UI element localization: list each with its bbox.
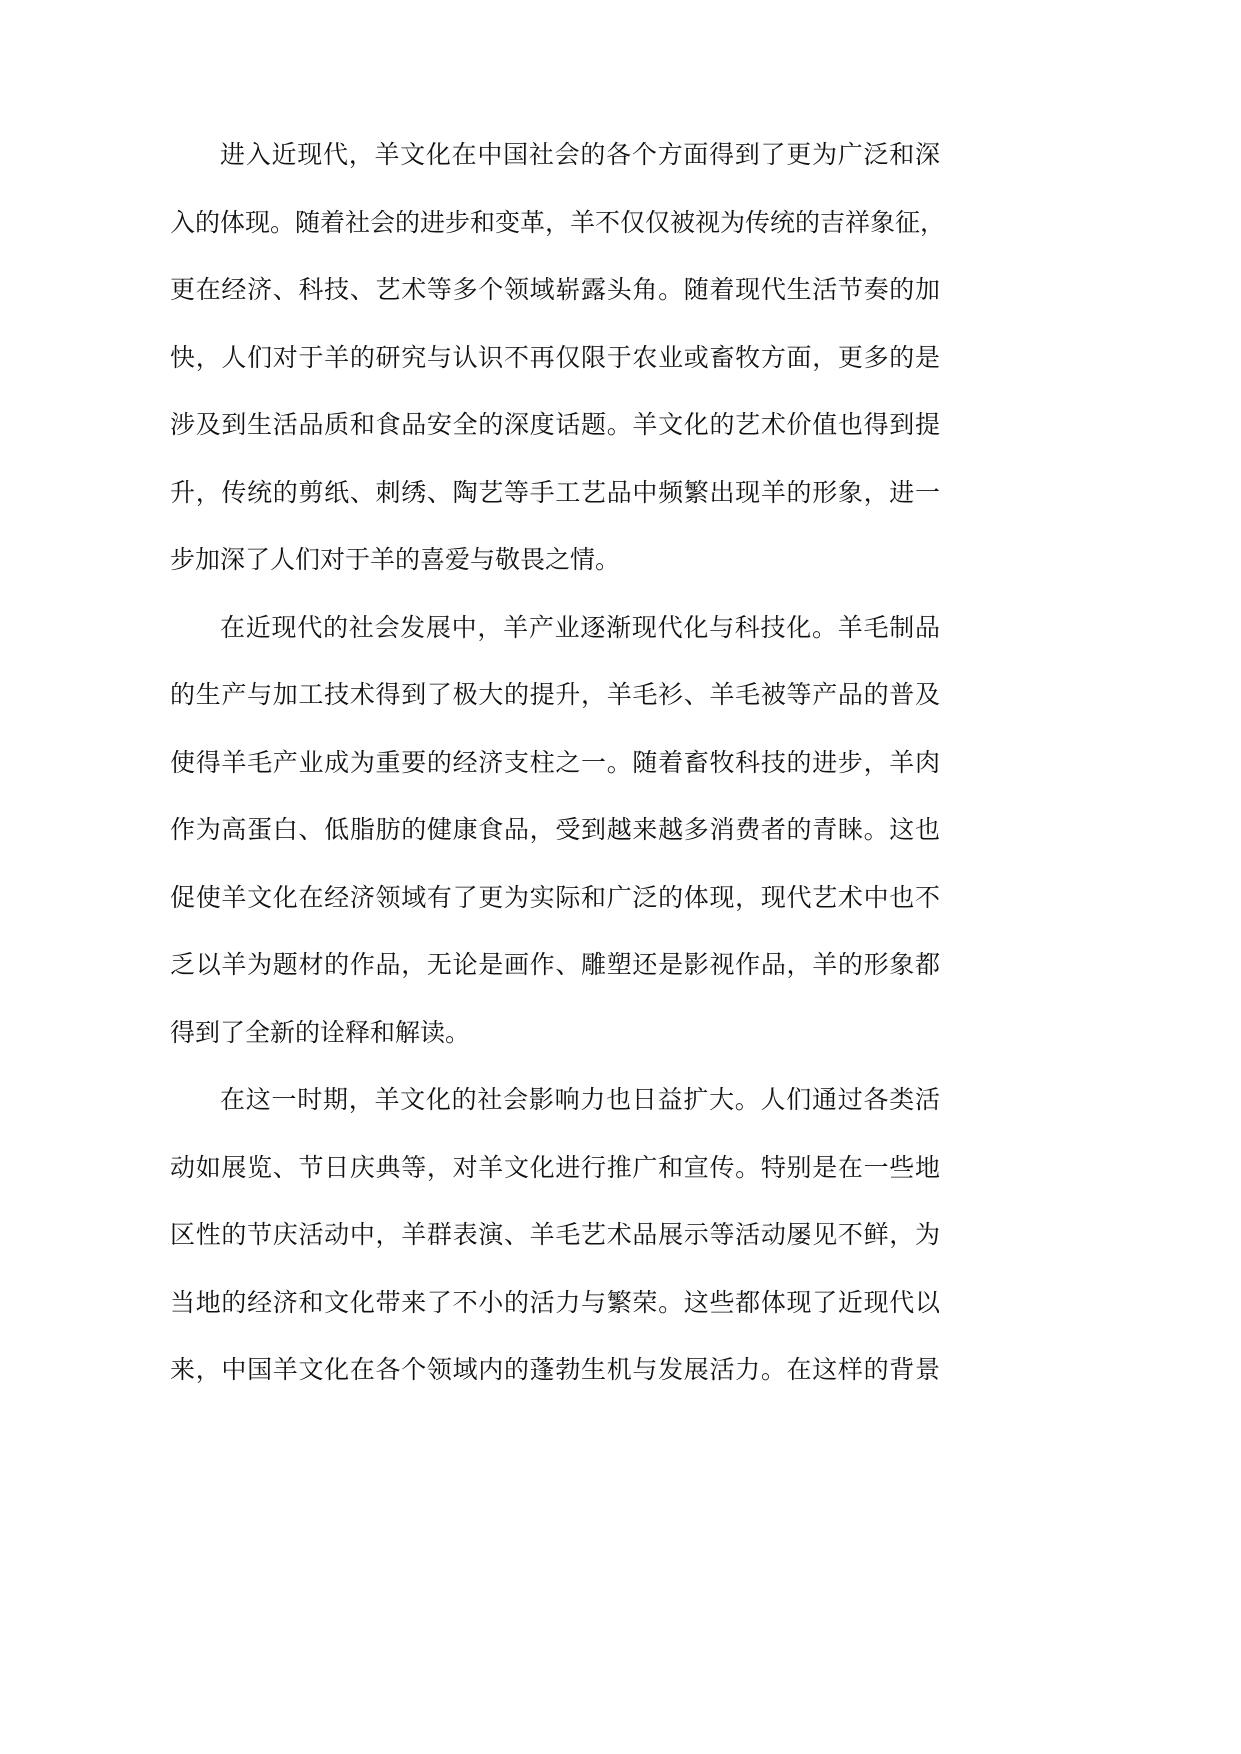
text-line: 来，中国羊文化在各个领域内的蓬勃生机与发展活力。在这样的背景	[170, 1355, 940, 1384]
text-line: 快，人们对于羊的研究与认识不再仅限于农业或畜牧方面，更多的是	[170, 342, 940, 372]
text-line: 动如展览、节日庆典等，对羊文化进行推广和宣传。特别是在一些地	[170, 1152, 940, 1182]
text-line: 使得羊毛产业成为重要的经济支柱之一。随着畜牧科技的进步，羊肉	[170, 747, 940, 777]
paragraph-2	[170, 594, 940, 1067]
paragraph-3	[170, 1066, 940, 1404]
text-line: 进入近现代，羊文化在中国社会的各个方面得到了更为广泛和深	[220, 140, 940, 169]
text-line: 促使羊文化在经济领域有了更为实际和广泛的体现，现代艺术中也不	[170, 882, 940, 912]
paragraph-1	[170, 121, 946, 594]
text-line: 区性的节庆活动中，羊群表演、羊毛艺术品展示等活动屡见不鲜，为	[170, 1220, 940, 1249]
text-line: 入的体现。随着社会的进步和变革，羊不仅仅被视为传统的吉祥象征，	[170, 207, 946, 237]
text-line: 乏以羊为题材的作品，无论是画作、雕塑还是影视作品，羊的形象都	[170, 950, 940, 979]
text-line: 步加深了人们对于羊的喜爱与敬畏之情。	[170, 545, 621, 574]
body-text	[170, 121, 946, 1404]
text-line: 在近现代的社会发展中，羊产业逐渐现代化与科技化。羊毛制品	[220, 612, 940, 642]
text-line: 得到了全新的诠释和解读。	[170, 1017, 471, 1047]
text-line: 在这一时期，羊文化的社会影响力也日益扩大。人们通过各类活	[220, 1085, 940, 1114]
text-line: 当地的经济和文化带来了不小的活力与繁荣。这些都体现了近现代以	[170, 1287, 940, 1317]
text-line: 作为高蛋白、低脂肪的健康食品，受到越来越多消费者的青睐。这也	[170, 815, 940, 844]
text-line: 的生产与加工技术得到了极大的提升，羊毛衫、羊毛被等产品的普及	[170, 680, 940, 709]
text-line: 更在经济、科技、艺术等多个领域崭露头角。随着现代生活节奏的加	[170, 275, 940, 304]
text-line: 涉及到生活品质和食品安全的深度话题。羊文化的艺术价值也得到提	[170, 410, 940, 439]
text-line: 升，传统的剪纸、刺绣、陶艺等手工艺品中频繁出现羊的形象，进一	[170, 477, 940, 507]
